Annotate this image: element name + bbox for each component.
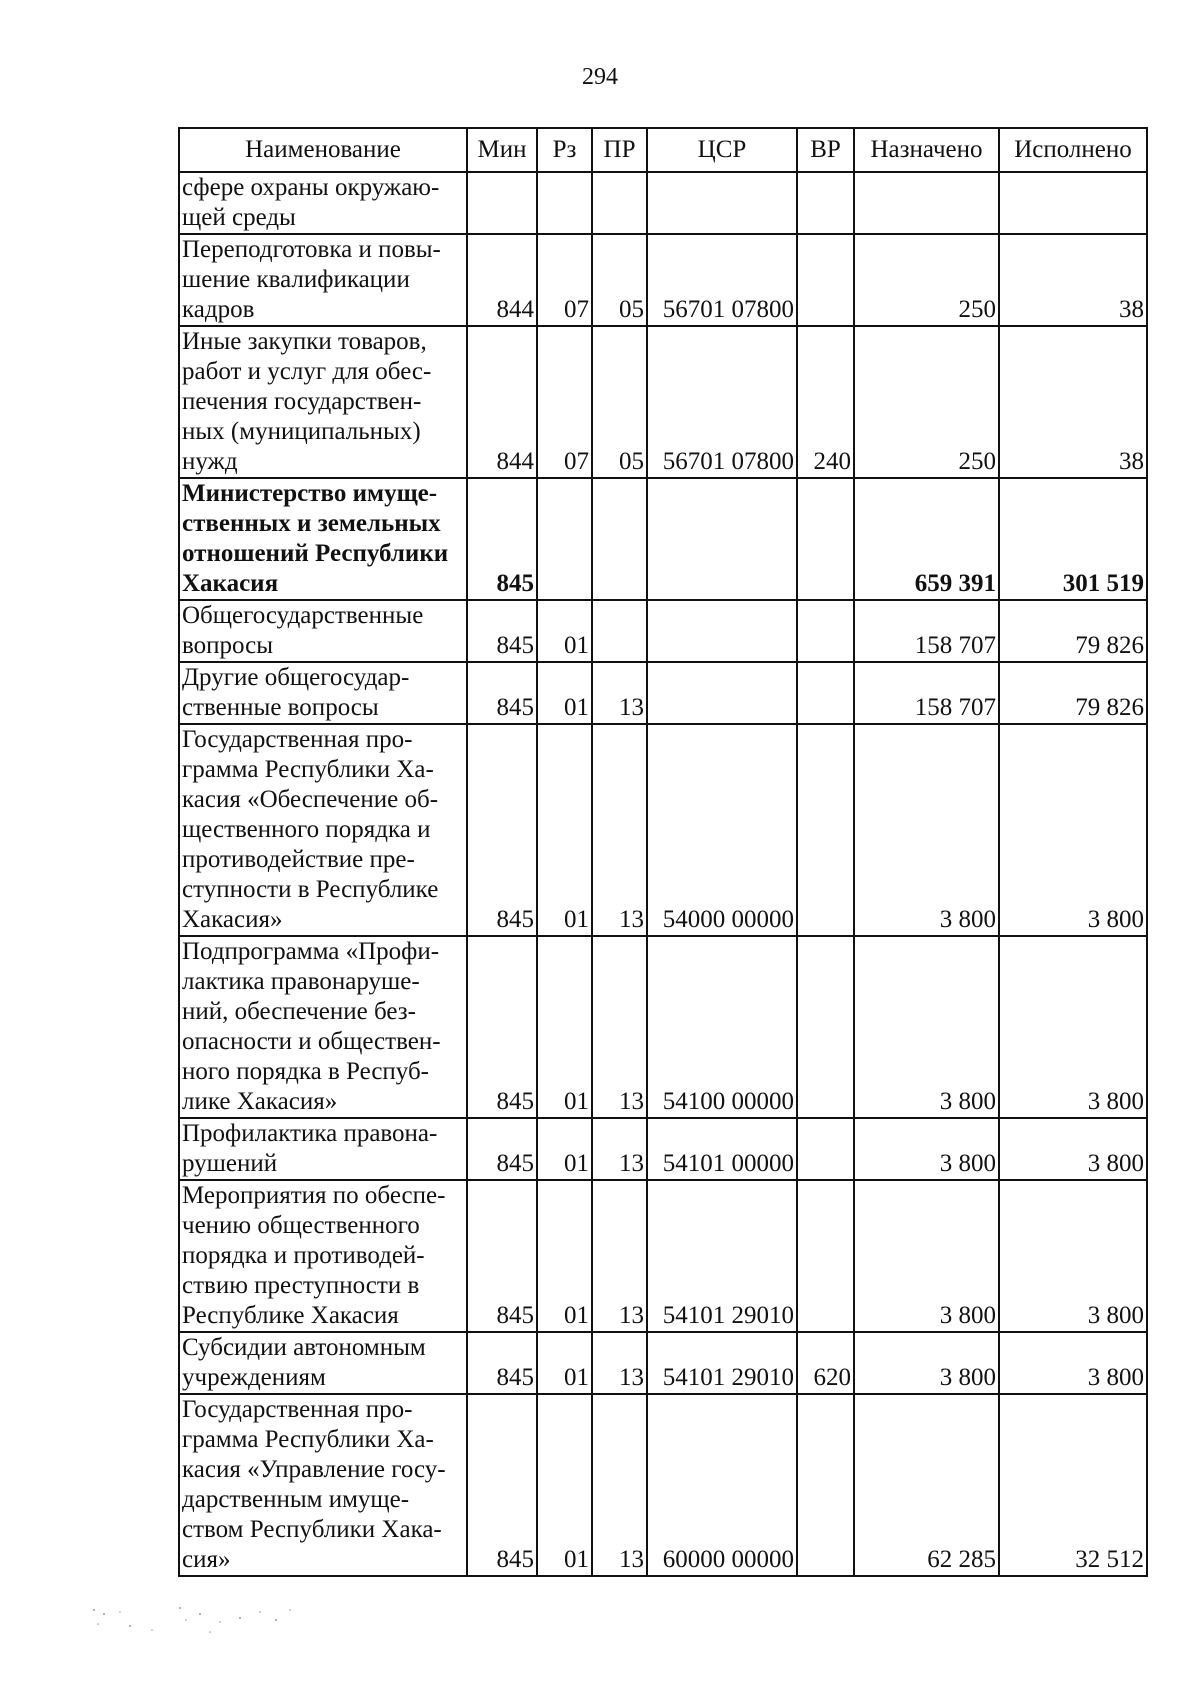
header-rz: Рз bbox=[537, 128, 592, 172]
cell-assigned: 250 bbox=[854, 326, 999, 478]
cell-min: 844 bbox=[467, 234, 537, 326]
cell-rz bbox=[537, 478, 592, 600]
row-name-text: Государственная про- грамма Республики Ха- касия «Управление госу- дарственным имуще- ством Республики Хака- сия» bbox=[182, 1396, 446, 1573]
cell-min: 845 bbox=[467, 1332, 537, 1394]
cell-assigned: 3 800 bbox=[854, 1332, 999, 1394]
cell-name bbox=[179, 234, 467, 326]
cell-assigned bbox=[854, 172, 999, 234]
header-assigned: Назначено bbox=[854, 128, 999, 172]
cell-rz: 01 bbox=[537, 1118, 592, 1180]
cell-csr: 54101 29010 bbox=[647, 1332, 797, 1394]
cell-vr bbox=[797, 724, 854, 936]
row-name-text: Профилактика правона- рушений bbox=[182, 1120, 438, 1177]
cell-rz: 07 bbox=[537, 326, 592, 478]
cell-assigned: 158 707 bbox=[854, 600, 999, 662]
row-name-text: сфере охраны окружаю- щей среды bbox=[182, 174, 440, 231]
cell-assigned: 158 707 bbox=[854, 662, 999, 724]
table-row bbox=[179, 326, 1147, 478]
cell-csr: 56701 07800 bbox=[647, 234, 797, 326]
header-executed: Исполнено bbox=[999, 128, 1147, 172]
table-header-row bbox=[179, 128, 1147, 172]
cell-min: 845 bbox=[467, 662, 537, 724]
cell-name bbox=[179, 662, 467, 724]
cell-executed: 79 826 bbox=[999, 662, 1147, 724]
cell-pr bbox=[592, 478, 647, 600]
cell-executed: 3 800 bbox=[999, 724, 1147, 936]
cell-rz: 01 bbox=[537, 936, 592, 1118]
cell-csr bbox=[647, 600, 797, 662]
cell-pr: 13 bbox=[592, 1118, 647, 1180]
scan-specks bbox=[90, 1600, 310, 1640]
cell-assigned: 3 800 bbox=[854, 724, 999, 936]
table-body bbox=[179, 172, 1147, 1576]
cell-executed: 38 bbox=[999, 234, 1147, 326]
cell-assigned: 3 800 bbox=[854, 1180, 999, 1332]
cell-name bbox=[179, 1394, 467, 1576]
cell-csr bbox=[647, 662, 797, 724]
cell-assigned: 250 bbox=[854, 234, 999, 326]
cell-csr: 54101 29010 bbox=[647, 1180, 797, 1332]
cell-rz: 01 bbox=[537, 724, 592, 936]
cell-vr bbox=[797, 936, 854, 1118]
cell-pr: 13 bbox=[592, 1180, 647, 1332]
header-min: Мин bbox=[467, 128, 537, 172]
row-name-text: Субсидии автономным учреждениям bbox=[182, 1334, 426, 1391]
cell-csr: 56701 07800 bbox=[647, 326, 797, 478]
cell-name bbox=[179, 724, 467, 936]
header-csr: ЦСР bbox=[647, 128, 797, 172]
cell-csr bbox=[647, 172, 797, 234]
cell-name bbox=[179, 600, 467, 662]
cell-pr: 13 bbox=[592, 936, 647, 1118]
cell-min: 845 bbox=[467, 1118, 537, 1180]
cell-min: 845 bbox=[467, 1394, 537, 1576]
cell-pr: 13 bbox=[592, 724, 647, 936]
cell-executed: 32 512 bbox=[999, 1394, 1147, 1576]
cell-min: 845 bbox=[467, 478, 537, 600]
cell-pr: 05 bbox=[592, 326, 647, 478]
cell-vr bbox=[797, 1180, 854, 1332]
cell-pr bbox=[592, 172, 647, 234]
cell-executed: 301 519 bbox=[999, 478, 1147, 600]
cell-vr: 620 bbox=[797, 1332, 854, 1394]
cell-vr bbox=[797, 1394, 854, 1576]
cell-name bbox=[179, 1180, 467, 1332]
cell-csr: 54100 00000 bbox=[647, 936, 797, 1118]
header-vr: ВР bbox=[797, 128, 854, 172]
row-name-text: Государственная про- грамма Республики Ха- касия «Обеспечение об- щественного порядка и противодействие пре- ступности в Республике Хакасия» bbox=[182, 726, 439, 933]
row-name-text: Иные закупки товаров, работ и услуг для обес- печения государствен- ных (муниципальных) нужд bbox=[182, 328, 432, 475]
table-row bbox=[179, 724, 1147, 936]
table-row bbox=[179, 662, 1147, 724]
cell-executed: 3 800 bbox=[999, 936, 1147, 1118]
table-row bbox=[179, 172, 1147, 234]
cell-rz: 01 bbox=[537, 1394, 592, 1576]
cell-executed: 3 800 bbox=[999, 1118, 1147, 1180]
cell-executed bbox=[999, 172, 1147, 234]
cell-csr: 60000 00000 bbox=[647, 1394, 797, 1576]
cell-pr: 05 bbox=[592, 234, 647, 326]
cell-min: 845 bbox=[467, 724, 537, 936]
table-row bbox=[179, 1332, 1147, 1394]
row-name-text: Мероприятия по обеспе- чению общественного порядка и противодей- ствию преступности в Республике Хакасия bbox=[182, 1182, 446, 1329]
table-row bbox=[179, 1180, 1147, 1332]
row-name-text: Общегосударственные вопросы bbox=[182, 602, 424, 659]
cell-executed: 3 800 bbox=[999, 1332, 1147, 1394]
header-name: Наименование bbox=[179, 128, 467, 172]
table-row bbox=[179, 1118, 1147, 1180]
cell-pr: 13 bbox=[592, 1332, 647, 1394]
cell-assigned: 3 800 bbox=[854, 936, 999, 1118]
cell-vr bbox=[797, 662, 854, 724]
table-row bbox=[179, 600, 1147, 662]
table-row bbox=[179, 478, 1147, 600]
cell-rz: 01 bbox=[537, 662, 592, 724]
cell-vr bbox=[797, 600, 854, 662]
cell-pr bbox=[592, 600, 647, 662]
page-number: 294 bbox=[582, 64, 618, 90]
cell-rz: 01 bbox=[537, 600, 592, 662]
row-name-text: Подпрограмма «Профи- лактика правонаруше- ний, обеспечение без- опасности и обществен- ного порядка в Респуб- лике Хакасия» bbox=[182, 938, 441, 1115]
cell-assigned: 659 391 bbox=[854, 478, 999, 600]
cell-vr bbox=[797, 1118, 854, 1180]
cell-csr bbox=[647, 478, 797, 600]
cell-assigned: 62 285 bbox=[854, 1394, 999, 1576]
cell-vr bbox=[797, 172, 854, 234]
cell-name bbox=[179, 172, 467, 234]
table-row bbox=[179, 936, 1147, 1118]
row-name-text: Другие общегосудар- ственные вопросы bbox=[182, 664, 410, 721]
cell-pr: 13 bbox=[592, 1394, 647, 1576]
cell-executed: 38 bbox=[999, 326, 1147, 478]
cell-rz: 01 bbox=[537, 1180, 592, 1332]
budget-table bbox=[178, 127, 1148, 1577]
cell-executed: 79 826 bbox=[999, 600, 1147, 662]
cell-csr: 54101 00000 bbox=[647, 1118, 797, 1180]
row-name-text: Министерство имуще- ственных и земельных отношений Республики Хакасия bbox=[182, 480, 449, 597]
cell-pr: 13 bbox=[592, 662, 647, 724]
table-row bbox=[179, 234, 1147, 326]
cell-assigned: 3 800 bbox=[854, 1118, 999, 1180]
cell-vr bbox=[797, 478, 854, 600]
cell-name bbox=[179, 326, 467, 478]
cell-name bbox=[179, 478, 467, 600]
row-name-text: Переподготовка и повы- шение квалификации кадров bbox=[182, 236, 441, 323]
cell-min: 845 bbox=[467, 1180, 537, 1332]
cell-name bbox=[179, 1332, 467, 1394]
cell-min: 845 bbox=[467, 600, 537, 662]
cell-min: 844 bbox=[467, 326, 537, 478]
cell-vr: 240 bbox=[797, 326, 854, 478]
cell-rz: 01 bbox=[537, 1332, 592, 1394]
cell-name bbox=[179, 936, 467, 1118]
cell-executed: 3 800 bbox=[999, 1180, 1147, 1332]
table-row bbox=[179, 1394, 1147, 1576]
cell-min bbox=[467, 172, 537, 234]
cell-csr: 54000 00000 bbox=[647, 724, 797, 936]
cell-rz bbox=[537, 172, 592, 234]
cell-min: 845 bbox=[467, 936, 537, 1118]
cell-rz: 07 bbox=[537, 234, 592, 326]
header-pr: ПР bbox=[592, 128, 647, 172]
cell-vr bbox=[797, 234, 854, 326]
cell-name bbox=[179, 1118, 467, 1180]
